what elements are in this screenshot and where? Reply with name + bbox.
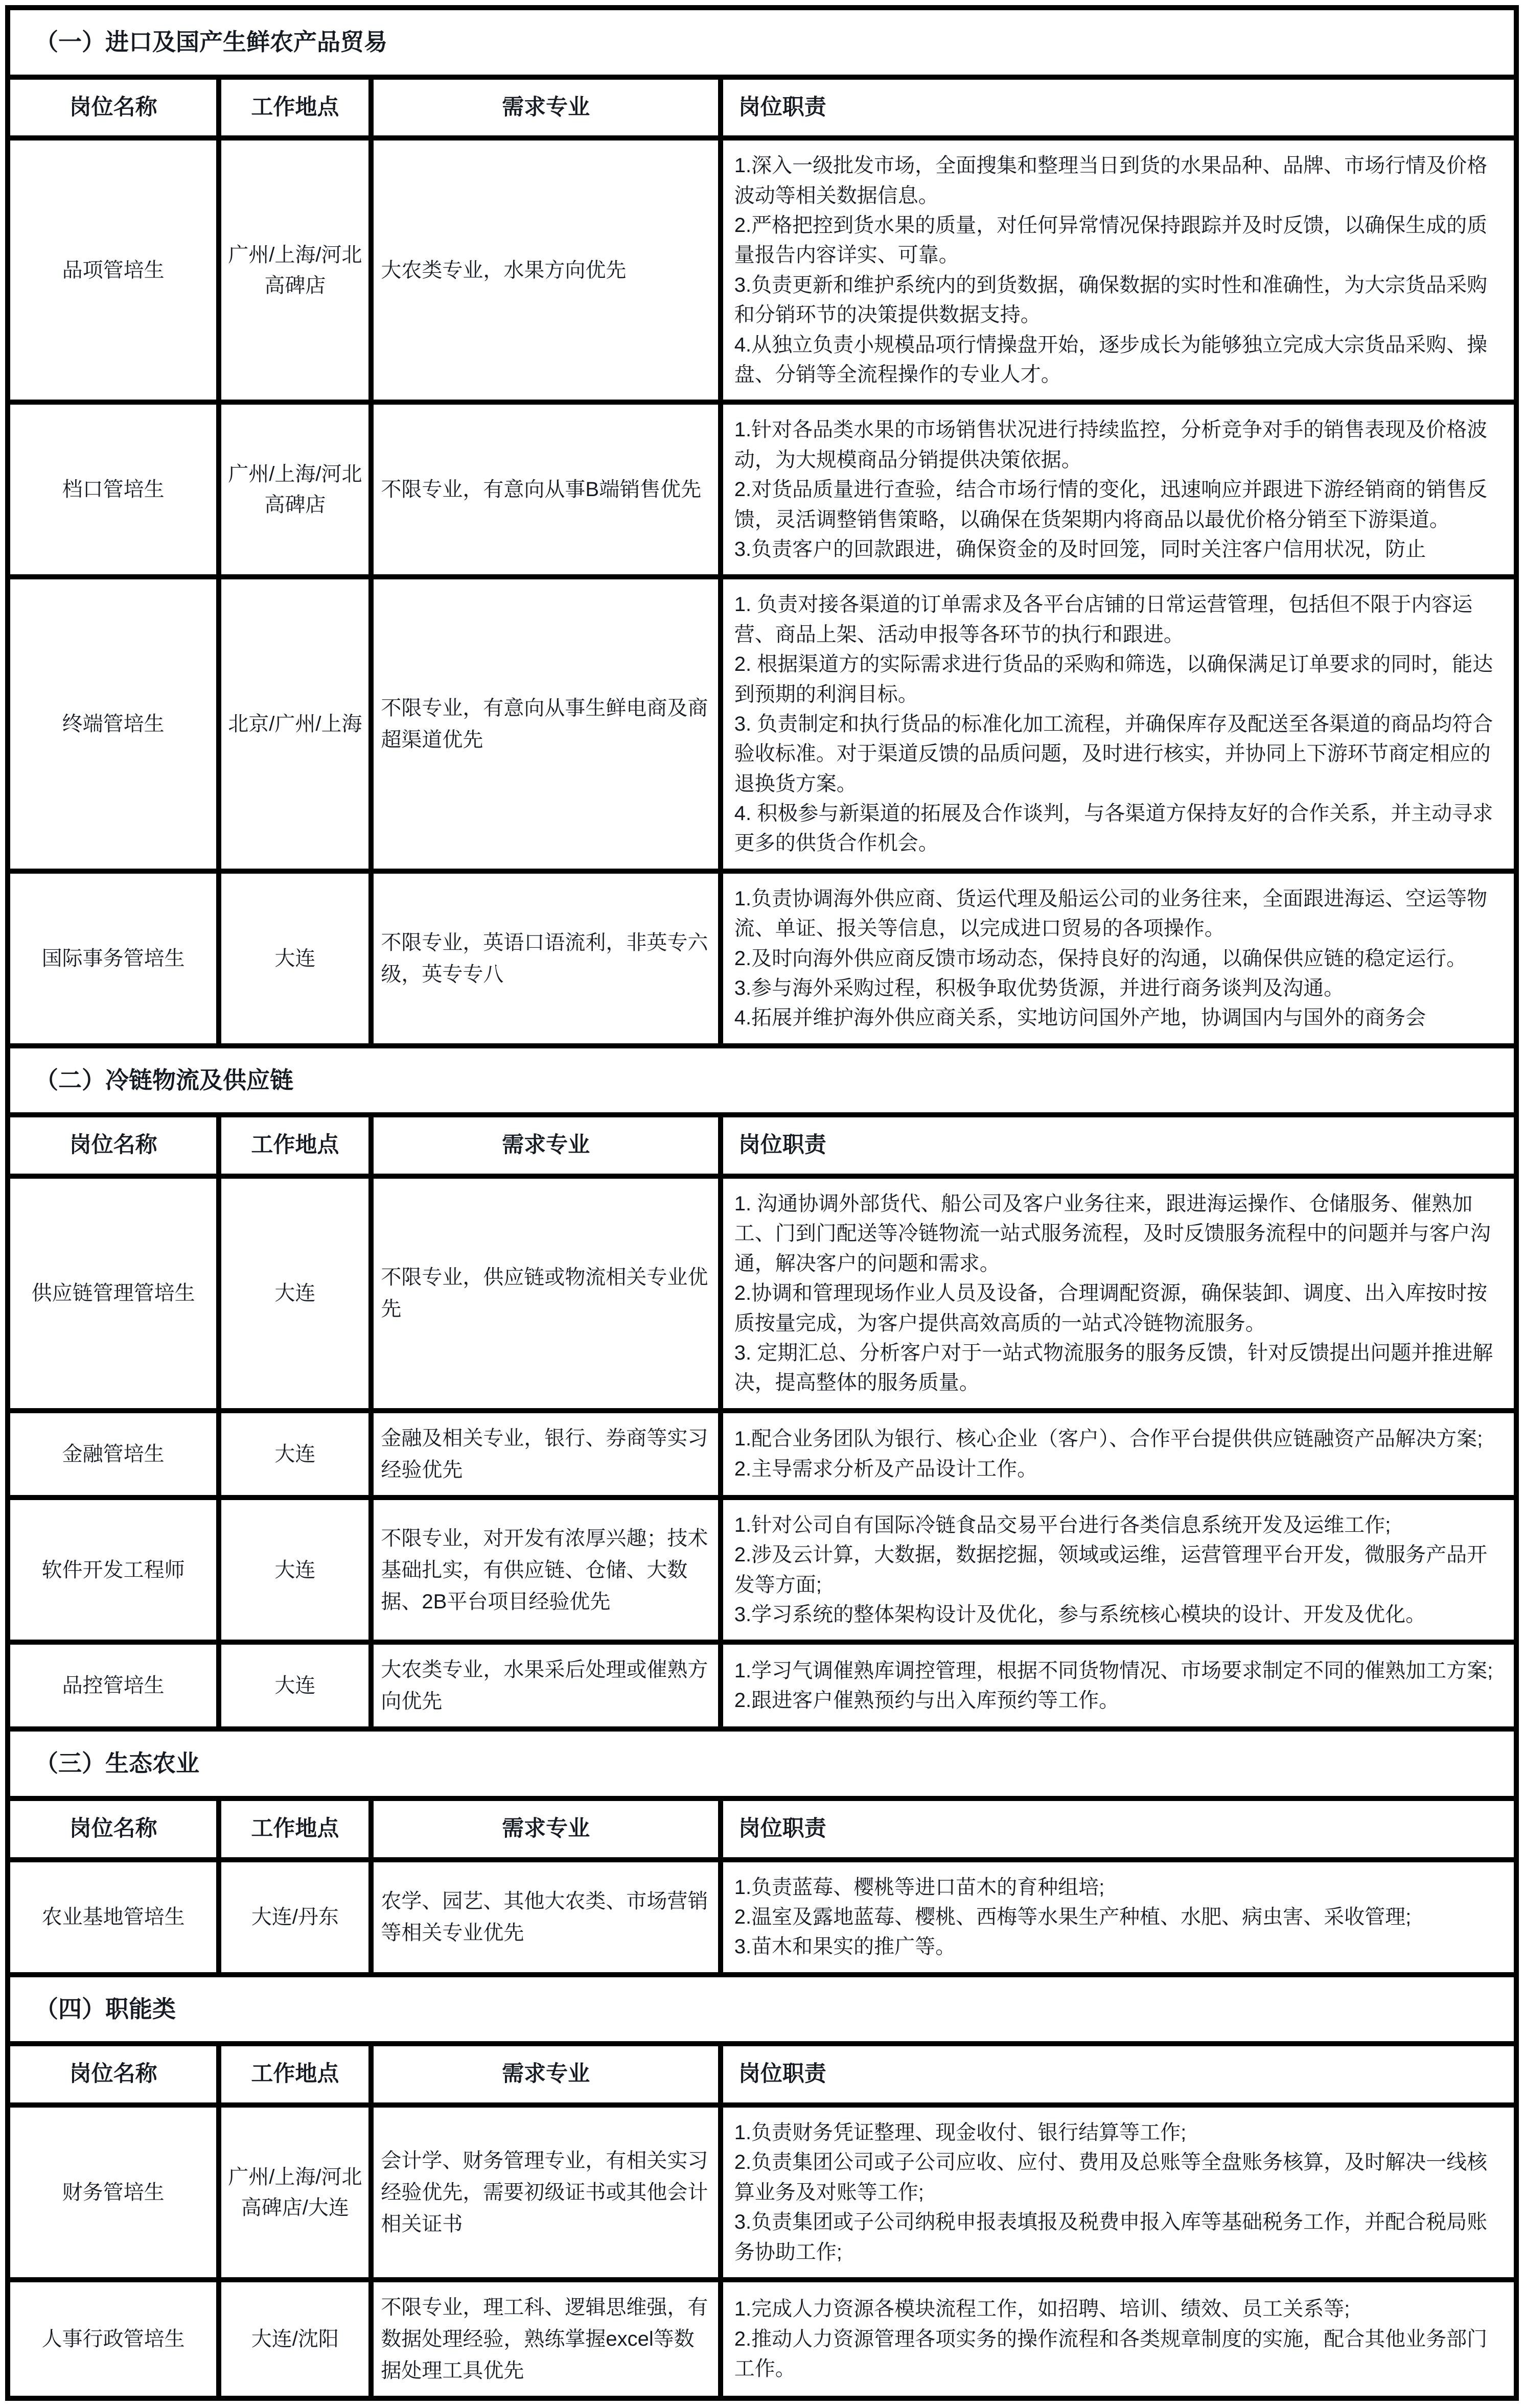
duty-line: 3.学习系统的整体架构设计及优化，参与系统核心模块的设计、开发及优化。 [734,1603,1426,1626]
job-major-cell: 不限专业，理工科、逻辑思维强，有数据处理经验，熟练掌握excel等数据处理工具优先 [371,2280,720,2398]
duty-line: 3.苗木和果实的推广等。 [734,1935,956,1958]
section-title-row [8,1975,1516,2044]
section-4 [8,1975,1516,2398]
col-header-name: 岗位名称 [8,1115,219,1176]
job-major-cell: 不限专业，有意向从事B端销售优先 [371,402,720,577]
duty-line: 1.学习气调催熟库调控管理，根据不同货物情况、市场要求制定不同的催熟加工方案; [734,1659,1493,1682]
duty-line: 2.温室及露地蓝莓、樱桃、西梅等水果生产种植、水肥、病虫害、采收管理; [734,1905,1412,1928]
job-name-cell: 人事行政管培生 [8,2280,219,2398]
job-name-cell: 品项管培生 [8,138,219,402]
job-row [8,1411,1516,1498]
duty-line: 1.针对各品类水果的市场销售状况进行持续监控，分析竞争对手的销售表现及价格波动，为大规模商品分销提供决策依据。 [734,418,1488,471]
job-location-cell: 大连 [219,1176,371,1411]
section-title-row [8,1729,1516,1798]
col-header-major: 需求专业 [371,1798,720,1860]
duty-line: 4. 积极参与新渠道的拓展及合作谈判，与各渠道方保持友好的合作关系，并主动寻求更多的供货合作机会。 [734,802,1493,855]
job-row [8,2280,1516,2398]
col-header-name: 岗位名称 [8,77,219,138]
section-title: （二）冷链物流及供应链 [8,1046,1516,1115]
duty-line: 2.负责集团公司或子公司应收、应付、费用及总账等全盘账务核算，及时解决一线核算业务及对账等工作; [734,2151,1488,2204]
job-row [8,1498,1516,1643]
job-row [8,402,1516,577]
job-major-cell: 大农类专业，水果方向优先 [371,138,720,402]
job-location-cell: 大连 [219,1498,371,1643]
section-title: （三）生态农业 [8,1729,1516,1798]
job-row [8,1176,1516,1411]
job-duties-cell [721,402,1516,577]
column-header-row [8,2044,1516,2105]
col-header-major: 需求专业 [371,77,720,138]
job-name-cell: 档口管培生 [8,402,219,577]
job-name-cell: 财务管培生 [8,2105,219,2280]
job-major-cell: 不限专业，有意向从事生鲜电商及商超渠道优先 [371,577,720,871]
job-name-cell: 终端管培生 [8,577,219,871]
duty-line: 1.完成人力资源各模块流程工作，如招聘、培训、绩效、员工关系等; [734,2298,1350,2321]
job-duties-cell [721,2105,1516,2280]
col-header-name: 岗位名称 [8,1798,219,1860]
duty-line: 3. 定期汇总、分析客户对于一站式物流服务的服务反馈，针对反馈提出问题并推进解决，提高整体的服务质量。 [734,1342,1493,1394]
job-name-cell: 供应链管理管培生 [8,1176,219,1411]
job-name-cell: 软件开发工程师 [8,1498,219,1643]
col-header-duties: 岗位职责 [721,1115,1516,1176]
duty-line: 3.参与海外采购过程，积极争取优势货源，并进行商务谈判及沟通。 [734,977,1345,1000]
duty-line: 1.针对公司自有国际冷链食品交易平台进行各类信息系统开发及运维工作; [734,1513,1391,1536]
job-name-cell: 国际事务管培生 [8,871,219,1046]
duty-line: 3.负责集团或子公司纳税申报表填报及税费申报入库等基础税务工作，并配合税局账务协助工作; [734,2211,1488,2263]
duty-line: 3.负责客户的回款跟进，确保资金的及时回笼，同时关注客户信用状况，防止 [734,537,1426,560]
job-location-cell: 大连/沈阳 [219,2280,371,2398]
job-name-cell: 品控管培生 [8,1642,219,1729]
section-1 [8,8,1516,1046]
duty-line: 1. 沟通协调外部货代、船公司及客户业务往来，跟进海运操作、仓储服务、催熟加工、门到门配送等冷链物流一站式服务流程，及时反馈服务流程中的问题并与客户沟通，解决客户的问题和需求。 [734,1193,1491,1275]
col-header-duties: 岗位职责 [721,2044,1516,2105]
job-major-cell: 金融及相关专业，银行、券商等实习经验优先 [371,1411,720,1498]
duty-line: 2.对货品质量进行查验，结合市场行情的变化，迅速响应并跟进下游经销商的销售反馈，灵活调整销售策略，以确保在货架期内将商品以最优价格分销至下游渠道。 [734,478,1488,531]
duty-line: 1.负责财务凭证整理、现金收付、银行结算等工作; [734,2121,1187,2144]
col-header-major: 需求专业 [371,1115,720,1176]
job-row [8,2105,1516,2280]
job-row [8,871,1516,1046]
job-duties-cell [721,1642,1516,1729]
column-header-row [8,1798,1516,1860]
job-duties-cell [721,1860,1516,1975]
col-header-duties: 岗位职责 [721,77,1516,138]
duty-line: 2.推动人力资源管理各项实务的操作流程和各类规章制度的实施，配合其他业务部门工作。 [734,2327,1488,2380]
duty-line: 3. 负责制定和执行货品的标准化加工流程，并确保库存及配送至各渠道的商品均符合验收标准。对于渠道反馈的品质问题，及时进行核实，并协同上下游环节商定相应的退换货方案。 [734,712,1493,795]
job-duties-cell [721,1411,1516,1498]
column-header-row [8,77,1516,138]
job-location-cell: 大连/丹东 [219,1860,371,1975]
duty-line: 4.从独立负责小规模品项行情操盘开始，逐步成长为能够独立完成大宗货品采购、操盘、分销等全流程操作的专业人才。 [734,333,1488,386]
job-location-cell: 广州/上海/河北高碑店 [219,138,371,402]
duty-line: 2.跟进客户催熟预约与出入库预约等工作。 [734,1689,1120,1712]
col-header-loc: 工作地点 [219,77,371,138]
col-header-name: 岗位名称 [8,2044,219,2105]
job-location-cell: 广州/上海/河北高碑店/大连 [219,2105,371,2280]
job-major-cell: 会计学、财务管理专业，有相关实习经验优先，需要初级证书或其他会计相关证书 [371,2105,720,2280]
job-major-cell: 不限专业，对开发有浓厚兴趣；技术基础扎实，有供应链、仓储、大数据、2B平台项目经验优先 [371,1498,720,1643]
job-location-cell: 大连 [219,1642,371,1729]
job-location-cell: 北京/广州/上海 [219,577,371,871]
col-header-loc: 工作地点 [219,1798,371,1860]
job-duties-cell [721,138,1516,402]
job-row [8,1642,1516,1729]
col-header-loc: 工作地点 [219,1115,371,1176]
job-major-cell: 大农类专业，水果采后处理或催熟方向优先 [371,1642,720,1729]
job-location-cell: 大连 [219,1411,371,1498]
duty-line: 2.及时向海外供应商反馈市场动态，保持良好的沟通，以确保供应链的稳定运行。 [734,947,1467,970]
section-title-row [8,1046,1516,1115]
col-header-duties: 岗位职责 [721,1798,1516,1860]
section-2 [8,1046,1516,1729]
job-location-cell: 广州/上海/河北高碑店 [219,402,371,577]
job-duties-cell [721,871,1516,1046]
duty-line: 2.主导需求分析及产品设计工作。 [734,1457,1038,1480]
column-header-row [8,1115,1516,1176]
duty-line: 1.负责蓝莓、樱桃等进口苗木的育种组培; [734,1876,1105,1899]
job-major-cell: 不限专业，供应链或物流相关专业优先 [371,1176,720,1411]
job-row [8,138,1516,402]
section-3 [8,1729,1516,1974]
job-duties-cell [721,577,1516,871]
section-title-row [8,8,1516,77]
duty-line: 4.拓展并维护海外供应商关系，实地访问国外产地，协调国内与国外的商务会 [734,1007,1426,1030]
job-row [8,577,1516,871]
duty-line: 1. 负责对接各渠道的订单需求及各平台店铺的日常运营管理，包括但不限于内容运营、商品上架、活动申报等各环节的执行和跟进。 [734,593,1473,646]
duty-line: 2.协调和管理现场作业人员及设备，合理调配资源，确保装卸、调度、出入库按时按质按量完成，为客户提供高效高质的一站式冷链物流服务。 [734,1282,1488,1335]
job-row [8,1860,1516,1975]
duty-line: 2.涉及云计算，大数据，数据挖掘，领域或运维，运营管理平台开发，微服务产品开发等方面; [734,1544,1488,1596]
duty-line: 1.深入一级批发市场，全面搜集和整理当日到货的水果品种、品牌、市场行情及价格波动等相关数据信息。 [734,154,1488,207]
job-location-cell: 大连 [219,871,371,1046]
job-major-cell: 不限专业，英语口语流利，非英专六级，英专专八 [371,871,720,1046]
section-title: （四）职能类 [8,1975,1516,2044]
duty-line: 3.负责更新和维护系统内的到货数据，确保数据的实时性和准确性，为大宗货品采购和分销环节的决策提供数据支持。 [734,273,1488,326]
duty-line: 1.配合业务团队为银行、核心企业（客户）、合作平台提供供应链融资产品解决方案; [734,1428,1483,1451]
duty-line: 2. 根据渠道方的实际需求进行货品的采购和筛选，以确保满足订单要求的同时，能达到预期的利润目标。 [734,653,1493,706]
job-duties-cell [721,1498,1516,1643]
col-header-loc: 工作地点 [219,2044,371,2105]
jobs-table [5,5,1519,2401]
duty-line: 2.严格把控到货水果的质量，对任何异常情况保持跟踪并及时反馈，以确保生成的质量报告内容详实、可靠。 [734,214,1488,267]
job-duties-cell [721,2280,1516,2398]
job-duties-cell [721,1176,1516,1411]
section-title: （一）进口及国产生鲜农产品贸易 [8,8,1516,77]
job-name-cell: 金融管培生 [8,1411,219,1498]
job-major-cell: 农学、园艺、其他大农类、市场营销等相关专业优先 [371,1860,720,1975]
col-header-major: 需求专业 [371,2044,720,2105]
job-name-cell: 农业基地管培生 [8,1860,219,1975]
duty-line: 1.负责协调海外供应商、货运代理及船运公司的业务往来，全面跟进海运、空运等物流、单证、报关等信息，以完成进口贸易的各项操作。 [734,887,1488,940]
